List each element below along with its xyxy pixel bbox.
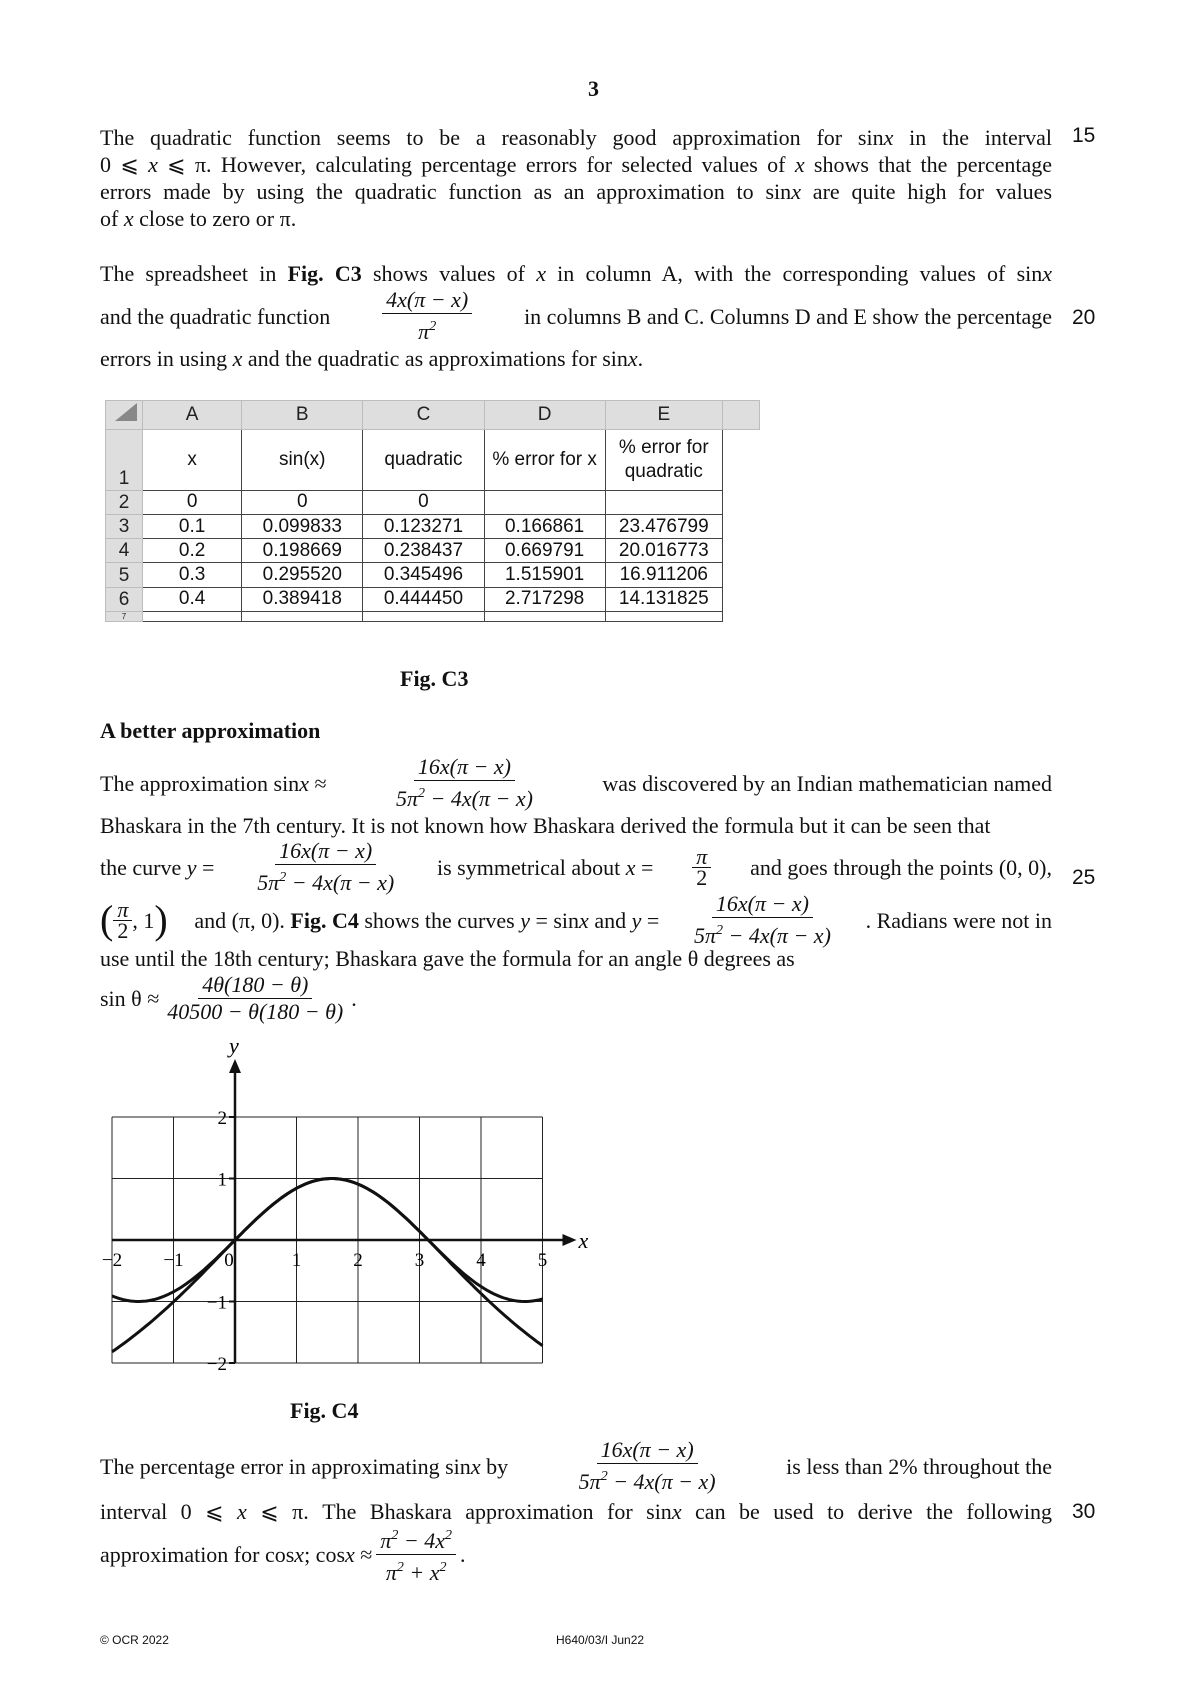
table-cell: 1.515901 [484, 563, 605, 587]
column-header-e: E [605, 401, 722, 430]
row-number: 4 [106, 539, 143, 563]
column-header-a: A [143, 401, 242, 430]
row-number: 2 [106, 490, 143, 514]
table-cell: 23.476799 [605, 515, 722, 539]
table-cell: 0.198669 [242, 539, 363, 563]
table-cell: 0.166861 [484, 515, 605, 539]
y-tick-label: −1 [206, 1292, 227, 1314]
column-header-d: D [484, 401, 605, 430]
y-tick-label: −2 [206, 1354, 227, 1375]
sheet-corner [106, 401, 143, 430]
table-cell: 0.444450 [363, 587, 484, 611]
table-row [106, 430, 760, 491]
table-cell: % error for quadratic [605, 430, 722, 491]
table-row [106, 515, 760, 539]
table-cell: 0.099833 [242, 515, 363, 539]
x-tick-label: 3 [414, 1250, 425, 1271]
table-cell: quadratic [363, 430, 484, 491]
table-cell: x [143, 430, 242, 491]
x-tick-label: 0 [224, 1250, 234, 1271]
table-cell: 0 [242, 490, 363, 514]
line-number-30: 30 [1072, 1500, 1096, 1523]
table-cell [484, 490, 605, 514]
row-number: 3 [106, 515, 143, 539]
table-row [106, 490, 760, 514]
fig-c3-caption: Fig. C3 [400, 666, 469, 691]
y-tick-label: 1 [217, 1169, 227, 1191]
page-number: 3 [588, 76, 599, 101]
table-cell [605, 490, 722, 514]
x-tick-label: −1 [163, 1250, 184, 1271]
footer-paper-code: H640/03/I Jun22 [556, 1633, 645, 1647]
column-header-empty [722, 401, 759, 430]
table-row [106, 539, 760, 563]
fig-c4-graph [100, 1033, 590, 1380]
table-cell: 0.389418 [242, 587, 363, 611]
table-cell: 0 [363, 490, 484, 514]
pi-over-two: $\frac{\pi}{2}$ [692, 847, 711, 888]
table-cell: 0.238437 [363, 539, 484, 563]
y-axis-arrow-icon [229, 1059, 241, 1073]
table-row [106, 587, 760, 611]
curve-fraction: $\frac{16x(\pi - x)}{5\pi^2 - 4x(\pi - x)}$ [257, 838, 395, 895]
table-cell: 0.669791 [484, 539, 605, 563]
table-cell: 16.911206 [605, 563, 722, 587]
fig-c4-caption: Fig. C4 [290, 1398, 359, 1423]
table-cell: 0.4 [143, 587, 242, 611]
table-cell: 0.295520 [242, 563, 363, 587]
bhaskara-fraction: $\frac{16x(\pi - x)}{5\pi^2 - 4x(\pi - x)}$ [395, 754, 533, 811]
spreadsheet-fig-c3 [105, 400, 760, 622]
x-axis-label: x [578, 1228, 589, 1253]
table-row [106, 611, 760, 621]
x-tick-label: 5 [537, 1250, 548, 1271]
x-tick-label: 1 [291, 1250, 302, 1271]
footer-copyright: © OCR 2022 [100, 1633, 169, 1647]
select-all-icon [109, 401, 139, 423]
x-axis-arrow-icon [563, 1234, 577, 1246]
error-fraction: $\frac{16x(\pi - x)}{5\pi^2 - 4x(\pi - x)}$ [578, 1437, 716, 1494]
row-number: 7 [106, 611, 143, 621]
table-cell: 20.016773 [605, 539, 722, 563]
row-number: 1 [106, 430, 143, 491]
x-tick-label: 4 [476, 1250, 486, 1271]
table-cell: 2.717298 [484, 587, 605, 611]
table-cell: sin(x) [242, 430, 363, 491]
paragraph-intro: The quadratic function seems to be a reasonably good approximation for sinx in the interval 0 ⩽ x ⩽ π. However, calculating percentage errors for selected values of x shows that the percentage errors made by using the quadratic function as an approximation to sinx are quite high for values of x close to zero or π. [100, 125, 1053, 231]
cos-fraction: $\frac{\pi^2 - 4x^2}{\pi^2 + x^2}$ [376, 1523, 456, 1586]
row-number: 6 [106, 587, 143, 611]
table-cell: 0.3 [143, 563, 242, 587]
column-header-c: C [363, 401, 484, 430]
y-axis-label: y [229, 1033, 239, 1058]
paragraph-bhaskara: The approximation sinx ≈ $\frac{16x(\pi - x)}{5\pi^2 - 4x(\pi - x)}$ was discovered by an Indian mathematician named Bhaskara in the 7th century. It is not known how Bhaskara derived the formula but it can be seen that the curve y = $\frac{16x(\pi - x)}{5\pi^2 - 4x(\pi - x)}$ is symmetrical about x = $\frac{\pi}{2}$ and goes through the points (0, 0), ( $\frac{\pi}{2}$ , 1 ) and (π, 0). Fig. C4 shows the curves y = sinx and y = $\frac{16x(\pi - x)}{5\pi^2 - 4x(\pi - x)}$ . Radians were not in use until the 18th century; Bhaskara gave the formula for an angle θ degrees as sin θ ≈ $\frac{4\theta(180 - \theta)}{40500 - \theta(180 - \theta)}$ . [100, 754, 1052, 1024]
column-header-b: B [242, 401, 363, 430]
y-tick-label: 2 [217, 1108, 227, 1129]
table-cell: 0.345496 [363, 563, 484, 587]
table-cell: 0.2 [143, 539, 242, 563]
paragraph-percentage-error: The percentage error in approximating sinx by $\frac{16x(\pi - x)}{5\pi^2 - 4x(\pi - x)}$ is less than 2% throughout the interval 0 ⩽ x ⩽ π. The Bhaskara approximation for sinx can be used to derive the following approximation for cosx; cosx ≈ $\frac{\pi^2 - 4x^2}{\pi^2 + x^2}$ . [100, 1437, 1052, 1585]
line-number-15: 15 [1072, 124, 1096, 147]
curve-fraction-2: $\frac{16x(\pi - x)}{5\pi^2 - 4x(\pi - x)}$ [693, 891, 831, 948]
table-cell: 0 [143, 490, 242, 514]
table-cell: 0.1 [143, 515, 242, 539]
line-number-20: 20 [1072, 306, 1096, 329]
line-number-25: 25 [1072, 866, 1096, 889]
quadratic-fraction: $\frac{4x(\pi - x)}{\pi^2}$ [382, 287, 472, 345]
x-tick-label: −2 [101, 1250, 123, 1271]
paragraph-spreadsheet: The spreadsheet in Fig. C3 shows values of x in column A, with the corresponding values of sinx and the quadratic function $\frac{4x(\pi - x)}{\pi^2}$ in columns B and C. Columns D and E show the percentage errors in using x and the quadratic as approximations for sinx. [100, 261, 1053, 371]
section-heading: A better approximation [100, 718, 321, 743]
table-cell: 14.131825 [605, 587, 722, 611]
row-number: 5 [106, 563, 143, 587]
table-cell: 0.123271 [363, 515, 484, 539]
table-cell: % error for x [484, 430, 605, 491]
table-row [106, 563, 760, 587]
x-tick-label: 2 [353, 1250, 363, 1271]
degree-fraction: $\frac{4\theta(180 - \theta)}{40500 - \theta(180 - \theta)}$ [167, 971, 344, 1024]
